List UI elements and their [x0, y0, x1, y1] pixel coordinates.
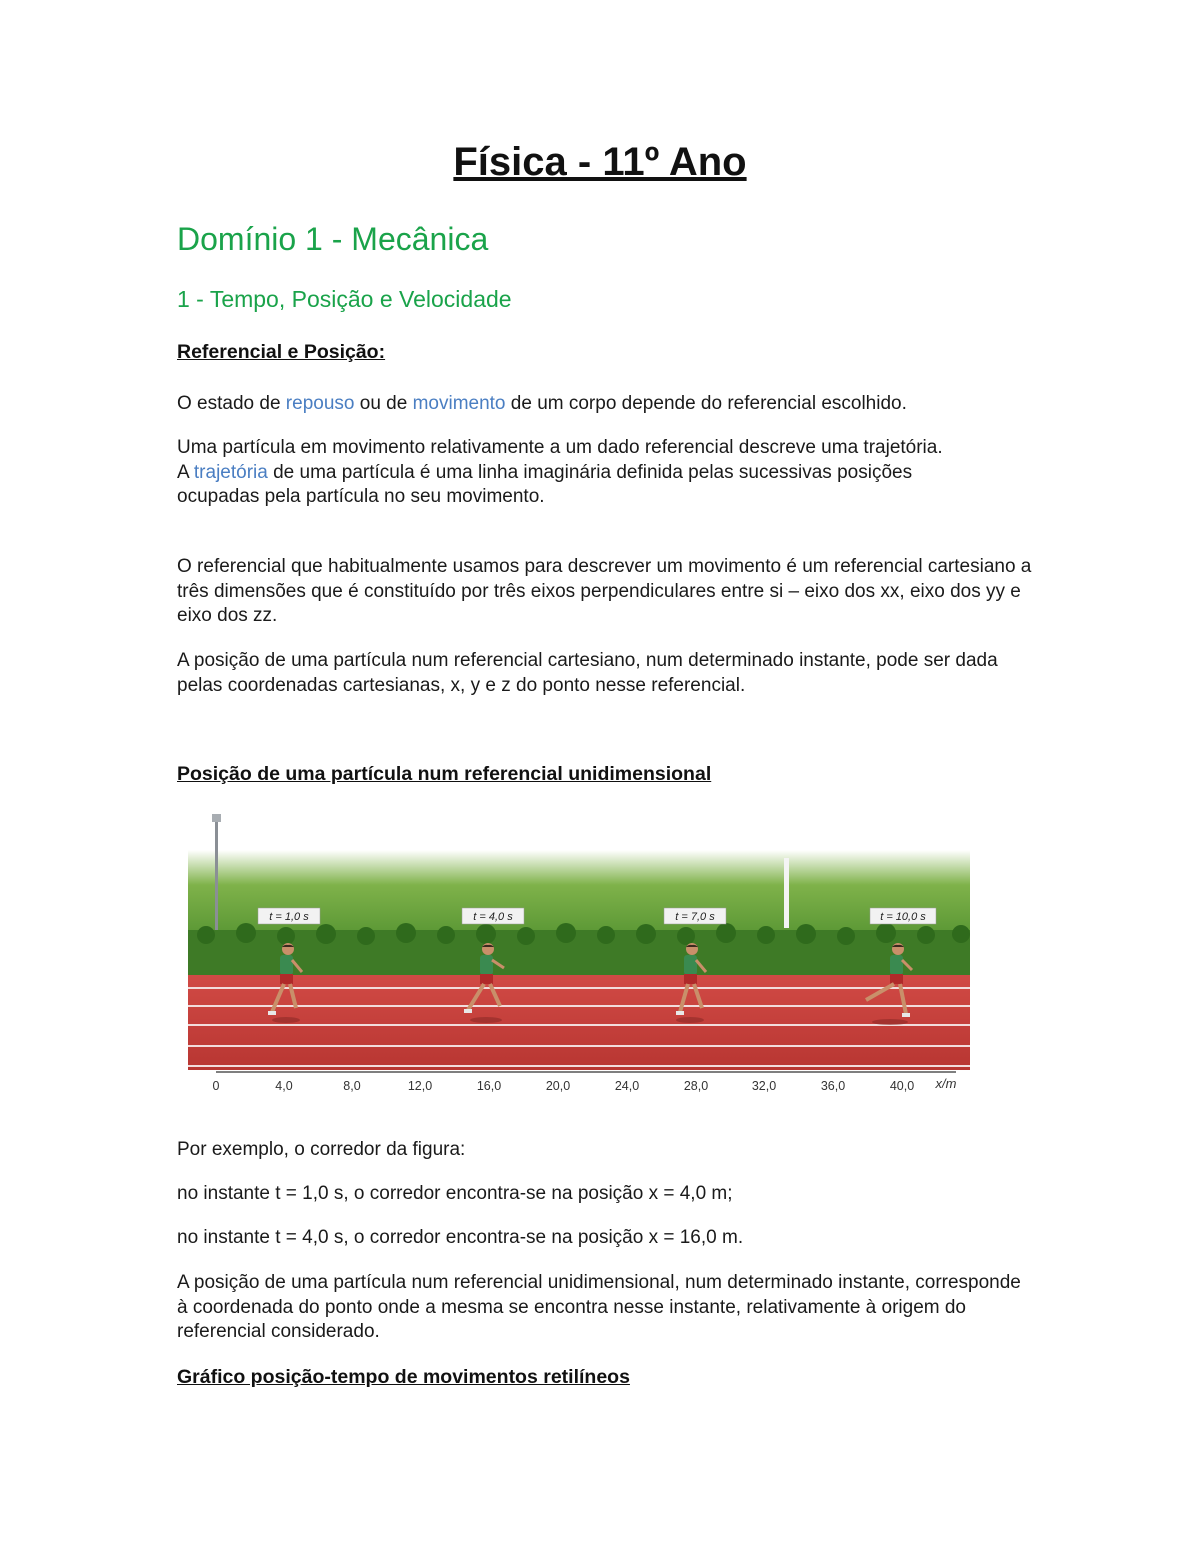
text: A	[177, 461, 194, 483]
subheading-grafico: Gráfico posição-tempo de movimentos retilíneos	[177, 1366, 630, 1388]
paragraph-posicao-unidimensional: A posição de uma partícula num referencial unidimensional, num determinado instante, corresponde à coordenada do ponto onde a mesma se encontra nesse instante, relativamente à origem do referencial considerado.	[177, 1272, 1021, 1342]
field-post	[784, 858, 789, 928]
text: Uma partícula em movimento relativamente a um dado referencial descreve uma trajetória.	[177, 437, 943, 458]
axis-tick: 36,0	[820, 1079, 846, 1093]
axis-tick: 16,0	[476, 1079, 502, 1093]
time-label-3	[664, 908, 726, 924]
axis-tick: 40,0	[889, 1079, 915, 1093]
text: O estado de	[177, 393, 286, 414]
link-repouso[interactable]: repouso	[285, 393, 355, 414]
axis-tick: 20,0	[545, 1079, 571, 1093]
axis-tick: 28,0	[683, 1079, 709, 1093]
axis-tick: 8,0	[343, 1079, 361, 1093]
paragraph-coordenadas: A posição de uma partícula num referencial cartesiano, num determinado instante, pode ser dada pelas coordenadas cartesianas, x, y e z do ponto nesse referencial.	[177, 650, 998, 696]
text: ou de	[354, 393, 413, 414]
paragraph-instante-4: no instante t = 4,0 s, o corredor encontra-se na posição x = 16,0 m.	[177, 1227, 744, 1248]
link-movimento[interactable]: movimento	[412, 393, 506, 414]
time-label-text: t = 10,0 s	[880, 911, 926, 923]
time-label-1	[258, 908, 320, 924]
text: de uma partícula é uma linha imaginária definida pelas sucessivas posições ocupadas pela partícula no seu movimento.	[177, 461, 913, 507]
time-label-text: t = 4,0 s	[473, 911, 513, 923]
domain-heading: Domínio 1 - Mecânica	[177, 221, 489, 257]
text: de um corpo depende do referencial escolhido.	[505, 393, 907, 414]
document-title: Física - 11º Ano	[453, 140, 747, 184]
paragraph-referencial-cartesiano: O referencial que habitualmente usamos para descrever um movimento é um referencial cartesiano a três dimensões que é constituído por três eixos perpendiculares entre si – eixo dos xx, eixo dos yy e eixo dos zz.	[177, 556, 1032, 626]
paragraph-instante-1: no instante t = 1,0 s, o corredor encontra-se na posição x = 4,0 m;	[177, 1183, 733, 1204]
running-track	[188, 975, 970, 1070]
axis-tick: 12,0	[407, 1079, 433, 1093]
subheading-referencial: Referencial e Posição:	[177, 341, 386, 363]
axis-tick: 32,0	[751, 1079, 777, 1093]
axis-tick: 0	[212, 1079, 220, 1093]
time-label-2	[462, 908, 524, 924]
axis-ticks	[213, 1079, 915, 1093]
runner-track-figure	[186, 810, 976, 1095]
subheading-unidimensional: Posição de uma partícula num referencial unidimensional	[177, 763, 712, 785]
time-label-text: t = 7,0 s	[675, 911, 715, 923]
time-label-text: t = 1,0 s	[269, 911, 309, 923]
track-illustration	[186, 810, 976, 1095]
axis-tick: 4,0	[275, 1079, 293, 1093]
link-trajetoria[interactable]: trajetória	[193, 461, 268, 483]
paragraph-exemplo: Por exemplo, o corredor da figura:	[177, 1139, 466, 1160]
paragraph-repouso	[177, 392, 1037, 417]
text-line	[177, 461, 967, 510]
time-label-4	[870, 908, 936, 924]
axis-label: x/m	[935, 1076, 957, 1091]
section-heading: 1 - Tempo, Posição e Velocidade	[177, 286, 512, 312]
paragraph-trajetoria	[177, 436, 967, 510]
light-pole-head	[212, 814, 221, 822]
axis-tick: 24,0	[614, 1079, 640, 1093]
